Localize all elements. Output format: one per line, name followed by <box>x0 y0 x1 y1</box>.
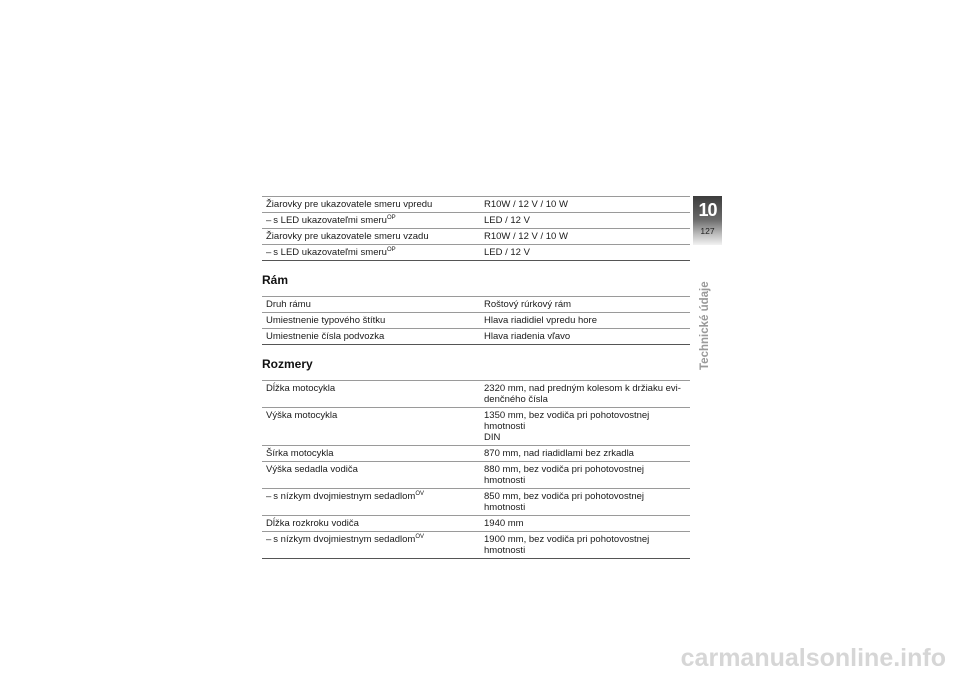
spec-value: R10W / 12 V / 10 W <box>478 229 690 245</box>
page-number: 127 <box>700 226 715 236</box>
table-row <box>262 313 690 329</box>
spec-value: Roštový rúrkový rám <box>478 297 690 313</box>
spec-key: – s nízkym dvojmiestnym sedadlom$^{OV}$ <box>262 489 478 516</box>
spec-value: Hlava riadenia vľavo <box>478 329 690 345</box>
spec-content <box>262 196 690 559</box>
sub-item-dash: – <box>266 247 272 258</box>
table-row <box>262 329 690 345</box>
spec-value: LED / 12 V <box>478 213 690 229</box>
spec-value: 2320 mm, nad predným kolesom k držiaku evi- denčného čísla <box>478 381 690 408</box>
table-row <box>262 229 690 245</box>
spec-value: 1900 mm, bez vodiča pri pohotovostnej hmotnosti <box>478 532 690 559</box>
lamps-table <box>262 196 690 261</box>
spec-value: 1940 mm <box>478 516 690 532</box>
dimensions-table <box>262 380 690 559</box>
spec-value: 1350 mm, bez vodiča pri pohotovostnej hmotnosti DIN <box>478 408 690 446</box>
chapter-title-vertical <box>699 270 715 370</box>
table-row <box>262 245 690 261</box>
spec-key: – s LED ukazovateľmi smeru$^{OP}$ <box>262 213 478 229</box>
spec-key: – s LED ukazovateľmi smeru$^{OP}$ <box>262 245 478 261</box>
spec-value: 850 mm, bez vodiča pri pohotovostnej hmotnosti <box>478 489 690 516</box>
spec-key: Výška motocykla <box>262 408 478 446</box>
chapter-number: 10 <box>698 200 717 220</box>
section-title-dimensions: Rozmery <box>262 357 313 371</box>
spec-key: Šírka motocykla <box>262 446 478 462</box>
spec-key: Dĺžka motocykla <box>262 381 478 408</box>
option-marker: OP <box>386 247 396 253</box>
table-row <box>262 489 690 516</box>
spec-value: 880 mm, bez vodiča pri pohotovostnej hmotnosti <box>478 462 690 489</box>
table-row <box>262 516 690 532</box>
frame-table <box>262 296 690 345</box>
table-row <box>262 408 690 446</box>
spec-key: Umiestnenie čísla podvozka <box>262 329 478 345</box>
sub-item-dash: – <box>266 534 272 545</box>
spec-key: Dĺžka rozkroku vodiča <box>262 516 478 532</box>
sub-item-dash: – <box>266 491 272 502</box>
section-title-frame: Rám <box>262 273 289 287</box>
spec-key: Druh rámu <box>262 297 478 313</box>
spec-value: LED / 12 V <box>478 245 690 261</box>
table-row <box>262 462 690 489</box>
spec-key: Umiestnenie typového štítku <box>262 313 478 329</box>
spec-value: R10W / 12 V / 10 W <box>478 197 690 213</box>
option-marker: OP <box>386 215 396 221</box>
option-marker: OV <box>415 491 424 497</box>
option-marker: OV <box>415 534 424 540</box>
spec-key: Žiarovky pre ukazovatele smeru vpredu <box>262 197 478 213</box>
table-row <box>262 446 690 462</box>
spec-key: – s nízkym dvojmiestnym sedadlom$^{OV}$ <box>262 532 478 559</box>
table-row <box>262 532 690 559</box>
table-row <box>262 197 690 213</box>
chapter-title: Technické údaje <box>699 281 711 370</box>
watermark: carmanualsonline.info <box>680 644 946 672</box>
spec-value: Hlava riadidiel vpredu hore <box>478 313 690 329</box>
spec-key: Žiarovky pre ukazovatele smeru vzadu <box>262 229 478 245</box>
chapter-tab <box>693 196 722 245</box>
spec-value: 870 mm, nad riadidlami bez zrkadla <box>478 446 690 462</box>
spec-key: Výška sedadla vodiča <box>262 462 478 489</box>
sub-item-dash: – <box>266 215 272 226</box>
table-row <box>262 213 690 229</box>
table-row <box>262 297 690 313</box>
table-row <box>262 381 690 408</box>
